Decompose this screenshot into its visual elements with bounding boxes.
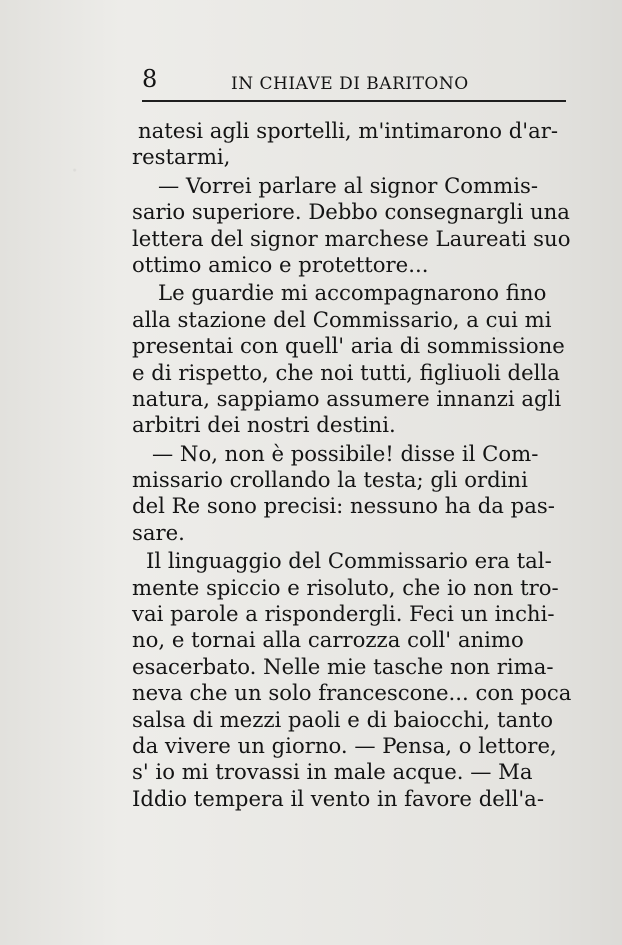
text-line: Il linguaggio del Commissario era tal- [146,548,552,574]
page-number: 8 [142,65,158,93]
text-line: esacerbato. Nelle mie tasche non rima- [132,653,554,679]
text-line: s' io mi trovassi in male acque. — Ma [132,759,533,785]
text-line: — Vorrei parlare al signor Commis- [158,172,539,198]
text-line: restarmi, [132,144,231,170]
text-line: Le guardie mi accompagnarono fino [158,280,547,306]
text-line: salsa di mezzi paoli e di baiocchi, tanto [132,706,554,732]
body-text [132,118,572,812]
text-line: — No, non è possibile! disse il Com- [152,440,539,466]
text-line: e di rispetto, che noi tutti, figliuoli della [132,359,560,385]
text-line: ottimo amico e protettore... [132,251,429,277]
text-line: del Re sono precisi: nessuno ha da pas- [132,493,555,519]
text-line: lettera del signor marchese Laureati suo [132,225,571,251]
text-line: no, e tornai alla carrozza coll' animo [132,627,524,653]
text-line: neva che un solo francescone... con poca [132,680,572,706]
text-line: vai parole a rispondergli. Feci un inchi- [132,601,555,627]
page-header [142,64,566,102]
text-line: arbitri dei nostri destini. [132,412,396,438]
text-line: natesi agli sportelli, m'intimarono d'ar- [138,118,559,143]
text-line: da vivere un giorno. — Pensa, o lettore, [132,732,557,758]
text-line: sario superiore. Debbo consegnargli una [132,199,570,225]
text-line: mente spiccio e risoluto, che io non tro- [132,574,559,600]
text-line: sare. [132,519,185,545]
running-title: IN CHIAVE DI BARITONO [231,74,469,94]
text-line: alla stazione del Commissario, a cui mi [132,306,552,332]
text-line: presentai con quell' aria di sommissione [132,333,565,359]
text-line: natura, sappiamo assumere innanzi agli [132,385,562,411]
text-line: missario crollando la testa; gli ordini [132,467,528,493]
text-line: Iddio tempera il vento in favore dell'a- [132,785,544,811]
